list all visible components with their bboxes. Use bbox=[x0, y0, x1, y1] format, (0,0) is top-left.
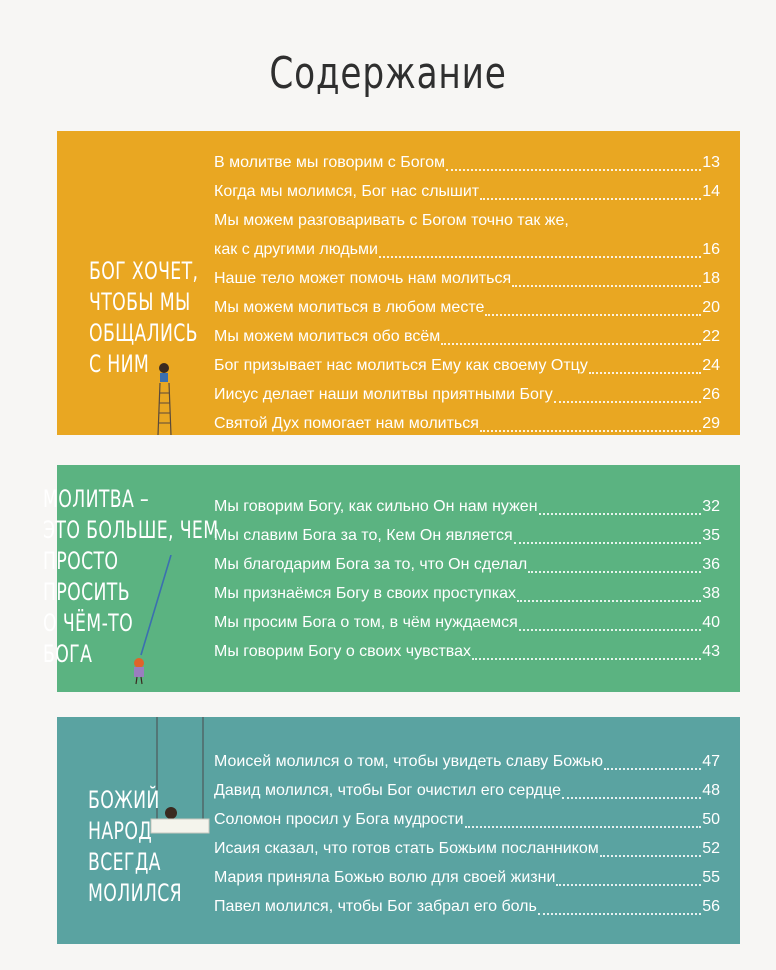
dot-leader bbox=[539, 513, 701, 515]
dot-leader bbox=[480, 430, 701, 432]
toc-entry-page: 18 bbox=[702, 270, 720, 287]
toc-entry-title: Мы благодарим Бога за то, что Он сделал bbox=[214, 556, 528, 573]
toc-entry-page: 13 bbox=[702, 154, 720, 171]
toc-entry-title: Давид молился, чтобы Бог очистил его сердце bbox=[214, 782, 562, 799]
section-label-line: ПРОСТО bbox=[43, 547, 119, 575]
section-label-line: БОГ ХОЧЕТ, bbox=[89, 257, 199, 285]
dot-leader bbox=[600, 855, 701, 857]
toc-entry[interactable] bbox=[214, 579, 720, 608]
toc-entry[interactable] bbox=[214, 148, 720, 177]
toc-entry-page: 52 bbox=[702, 840, 720, 857]
section-label-line: О ЧЁМ-ТО bbox=[43, 609, 134, 637]
toc-entry-title: Святой Дух помогает нам молиться bbox=[214, 415, 479, 432]
section-label-line: НАРОД bbox=[88, 817, 153, 845]
toc-entry-title: Наше тело может помочь нам молиться bbox=[214, 270, 512, 287]
dot-leader bbox=[556, 884, 701, 886]
dot-leader bbox=[538, 913, 701, 915]
toc-entry-page: 43 bbox=[702, 643, 720, 660]
toc-entry[interactable] bbox=[214, 834, 720, 863]
ladder-child-illustration bbox=[155, 363, 179, 435]
toc-entry[interactable] bbox=[214, 322, 720, 351]
toc-entry-page: 24 bbox=[702, 357, 720, 374]
dot-leader bbox=[517, 600, 701, 602]
toc-entry[interactable] bbox=[214, 409, 720, 438]
toc-entry[interactable] bbox=[214, 177, 720, 206]
toc-entry-title: Когда мы молимся, Бог нас слышит bbox=[214, 183, 480, 200]
toc-entry-page: 50 bbox=[702, 811, 720, 828]
section-label bbox=[89, 256, 198, 380]
toc-entry-page: 35 bbox=[702, 527, 720, 544]
dot-leader bbox=[589, 372, 701, 374]
toc-entry-title: Мы говорим Богу о своих чувствах bbox=[214, 643, 471, 660]
kite-girl-illustration bbox=[127, 555, 177, 685]
section-label-line: ВСЕГДА bbox=[88, 848, 161, 876]
dot-leader bbox=[604, 768, 701, 770]
toc-entry-title: Мы можем молиться обо всём bbox=[214, 328, 441, 345]
toc-entry-title: Мы просим Бога о том, в чём нуждаемся bbox=[214, 614, 518, 631]
toc-entry-title: Исаия сказал, что готов стать Божьим посланником bbox=[214, 840, 599, 857]
toc-entry-page: 29 bbox=[702, 415, 720, 432]
section-label-line: ЧТОБЫ МЫ bbox=[89, 288, 191, 316]
section-label-line: БОГА bbox=[43, 640, 93, 668]
toc-entry-title: Павел молился, чтобы Бог забрал его боль bbox=[214, 898, 537, 915]
dot-leader bbox=[480, 198, 701, 200]
toc-entry[interactable] bbox=[214, 892, 720, 921]
toc-entry-title: Бог призывает нас молиться Ему как своему Отцу bbox=[214, 357, 588, 374]
toc-entry[interactable] bbox=[214, 521, 720, 550]
dot-leader bbox=[514, 542, 701, 544]
toc-entry-page: 48 bbox=[702, 782, 720, 799]
toc-entry[interactable] bbox=[214, 863, 720, 892]
dot-leader bbox=[472, 658, 701, 660]
toc-entry[interactable] bbox=[214, 805, 720, 834]
toc-entry-title: как с другими людьми bbox=[214, 241, 378, 258]
toc-list bbox=[214, 747, 720, 921]
toc-section-2 bbox=[43, 465, 740, 692]
toc-entry-title: Мы признаёмся Богу в своих проступках bbox=[214, 585, 516, 602]
toc-entry[interactable] bbox=[214, 264, 720, 293]
toc-entry-title: В молитве мы говорим с Богом bbox=[214, 154, 445, 171]
toc-list bbox=[214, 492, 720, 666]
toc-entry-title: Иисус делает наши молитвы приятными Богу bbox=[214, 386, 553, 403]
section-label-line: БОЖИЙ bbox=[88, 786, 160, 814]
toc-entry-page: 32 bbox=[702, 498, 720, 515]
toc-entry-title: Моисей молился о том, чтобы увидеть славу Божью bbox=[214, 753, 603, 770]
toc-entry[interactable] bbox=[214, 293, 720, 322]
toc-entry[interactable] bbox=[214, 776, 720, 805]
dot-leader bbox=[519, 629, 701, 631]
toc-entry-page: 40 bbox=[702, 614, 720, 631]
section-label-line: МОЛИЛСЯ bbox=[88, 879, 183, 907]
dot-leader bbox=[441, 343, 701, 345]
dot-leader bbox=[485, 314, 701, 316]
toc-entry[interactable] bbox=[214, 550, 720, 579]
section-label-line: ПРОСИТЬ bbox=[43, 578, 130, 606]
dot-leader bbox=[562, 797, 701, 799]
page-title: Содержание bbox=[269, 48, 507, 99]
toc-entry[interactable] bbox=[214, 380, 720, 409]
section-label-line: ЭТО БОЛЬШЕ, ЧЕМ bbox=[43, 516, 219, 544]
toc-entry-title: Соломон просил у Бога мудрости bbox=[214, 811, 464, 828]
section-label-line: С НИМ bbox=[89, 350, 150, 378]
toc-entry[interactable] bbox=[214, 235, 720, 264]
toc-entry-page: 22 bbox=[702, 328, 720, 345]
toc-entry[interactable] bbox=[214, 747, 720, 776]
toc-entry-page: 14 bbox=[702, 183, 720, 200]
toc-entry-page: 38 bbox=[702, 585, 720, 602]
toc-entry-page: 36 bbox=[702, 556, 720, 573]
toc-entry-page: 20 bbox=[702, 299, 720, 316]
toc-entry-page: 47 bbox=[702, 753, 720, 770]
toc-section-1 bbox=[57, 131, 740, 435]
toc-entry-page: 26 bbox=[702, 386, 720, 403]
dot-leader bbox=[512, 285, 701, 287]
section-label-line: МОЛИТВА – bbox=[43, 485, 150, 513]
toc-entry-title: Мы можем молиться в любом месте bbox=[214, 299, 485, 316]
toc-entry[interactable] bbox=[214, 351, 720, 380]
dot-leader bbox=[465, 826, 701, 828]
dot-leader bbox=[554, 401, 701, 403]
toc-entry-title-line[interactable]: Мы можем разговаривать с Богом точно так же, bbox=[214, 212, 569, 229]
toc-entry[interactable] bbox=[214, 492, 720, 521]
toc-entry-page: 16 bbox=[702, 241, 720, 258]
toc-entry-title: Мы славим Бога за то, Кем Он является bbox=[214, 527, 513, 544]
toc-entry[interactable] bbox=[214, 637, 720, 666]
toc-list bbox=[214, 148, 720, 438]
toc-entry-page: 55 bbox=[702, 869, 720, 886]
toc-section-3 bbox=[57, 717, 740, 944]
toc-entry[interactable] bbox=[214, 608, 720, 637]
toc-entry-page: 56 bbox=[702, 898, 720, 915]
toc-entry-title: Мария приняла Божью волю для своей жизни bbox=[214, 869, 556, 886]
section-label bbox=[88, 785, 182, 909]
dot-leader bbox=[379, 256, 701, 258]
dot-leader bbox=[446, 169, 701, 171]
toc-entry-title: Мы говорим Богу, как сильно Он нам нужен bbox=[214, 498, 538, 515]
section-label-line: ОБЩАЛИСЬ bbox=[89, 319, 198, 347]
dot-leader bbox=[528, 571, 701, 573]
